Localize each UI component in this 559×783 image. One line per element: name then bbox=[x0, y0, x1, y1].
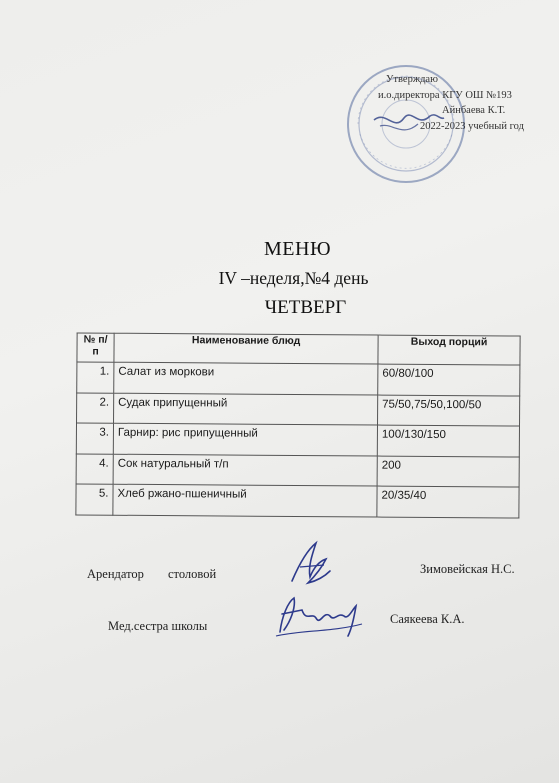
table-row bbox=[77, 392, 520, 426]
approval-line-position: и.о.директора КГУ ОШ №193 bbox=[378, 89, 512, 101]
row-output: 75/50,75/50,100/50 bbox=[378, 395, 520, 426]
table-row bbox=[76, 423, 519, 457]
table-row bbox=[76, 453, 519, 487]
menu-week: IV –неделя,№4 день bbox=[218, 268, 369, 288]
tenant-signature bbox=[286, 537, 336, 589]
header-name: Наименование блюд bbox=[114, 333, 378, 364]
row-num: 3. bbox=[76, 423, 113, 454]
row-num: 5. bbox=[76, 484, 113, 515]
row-dish: Салат из моркови bbox=[114, 362, 378, 394]
row-output: 20/35/40 bbox=[377, 486, 519, 517]
approval-line-year: 2022-2023 учебный год bbox=[420, 120, 524, 132]
approval-line-approve: Утверждаю bbox=[386, 74, 438, 85]
tenant-name: Зимовейская Н.С. bbox=[420, 562, 515, 576]
menu-day: ЧЕТВЕРГ bbox=[264, 297, 347, 318]
header-num: № п/п bbox=[77, 333, 114, 362]
approval-line-name: Айнбаева К.Т. bbox=[442, 105, 506, 116]
row-dish: Сок натуральный т/п bbox=[113, 454, 377, 486]
row-num: 1. bbox=[77, 362, 114, 393]
table-row bbox=[77, 362, 520, 396]
canteen-label: столовой bbox=[168, 567, 217, 581]
row-output: 100/130/150 bbox=[377, 425, 519, 456]
nurse-label: Мед.сестра школы bbox=[108, 619, 208, 633]
table-header-row bbox=[77, 333, 520, 365]
table-row bbox=[76, 484, 519, 518]
row-dish: Судак припущенный bbox=[114, 393, 378, 425]
row-output: 200 bbox=[377, 456, 519, 487]
nurse-name: Саякеева К.А. bbox=[390, 612, 465, 626]
tenant-label: Арендатор bbox=[87, 567, 144, 581]
row-num: 4. bbox=[76, 453, 113, 484]
row-dish: Хлеб ржано-пшеничный bbox=[113, 484, 377, 516]
row-dish: Гарнир: рис припущенный bbox=[113, 423, 377, 455]
nurse-signature bbox=[272, 592, 366, 640]
approval-block bbox=[370, 72, 555, 134]
menu-table bbox=[75, 332, 520, 518]
menu-title: МЕНЮ bbox=[264, 238, 331, 260]
header-output: Выход порций bbox=[378, 335, 520, 365]
row-num: 2. bbox=[77, 392, 114, 423]
row-output: 60/80/100 bbox=[378, 364, 520, 395]
